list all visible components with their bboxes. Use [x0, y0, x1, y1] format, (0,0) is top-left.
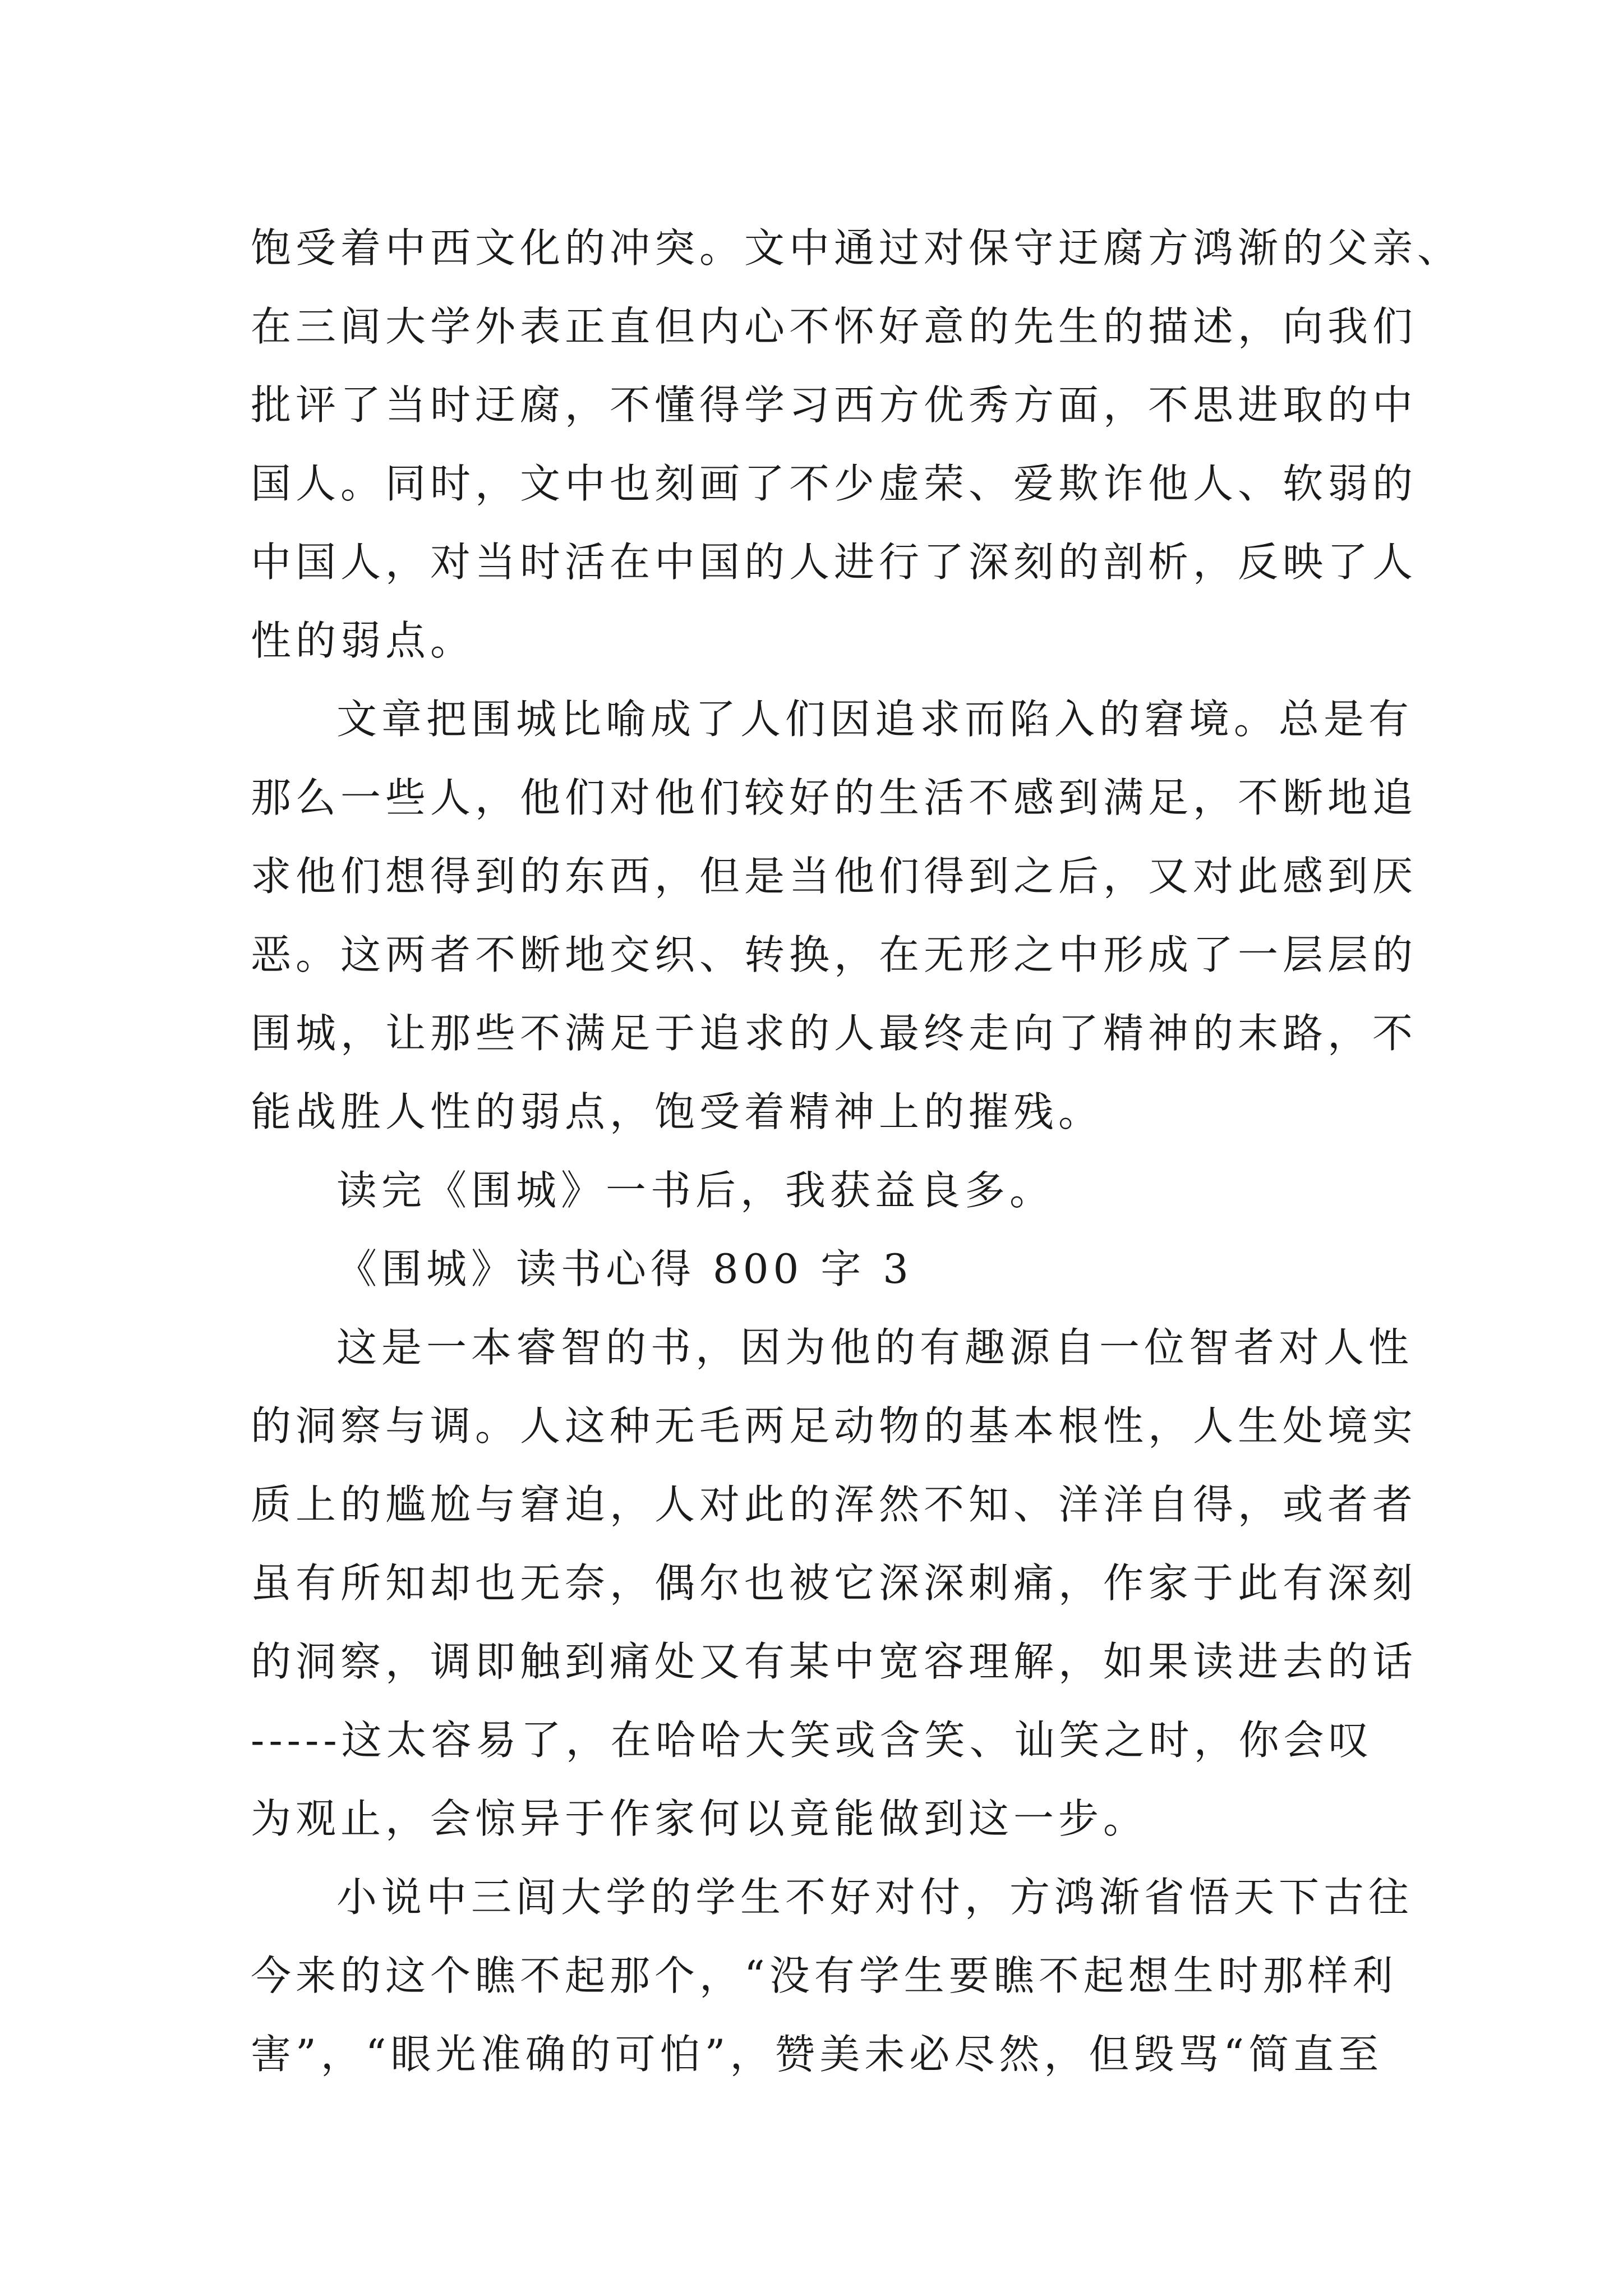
text-line: 为观止，会惊异于作家何以竟能做到这一步。 [251, 1795, 1149, 1842]
text-line: 求他们想得到的东西，但是当他们得到之后，又对此感到厌 [251, 853, 1418, 900]
text-line: 中国人，对当时活在中国的人进行了深刻的剖析，反映了人 [251, 539, 1418, 586]
text-line: 批评了当时迂腐，不懂得学习西方优秀方面，不思进取的中 [251, 381, 1418, 429]
text-line: 今来的这个瞧不起那个，“没有学生要瞧不起想生时那样利 [251, 1952, 1398, 1999]
text-line: 的洞察，调即触到痛处又有某中宽容理解，如果读进去的话 [251, 1638, 1418, 1685]
text-line: 虽有所知却也无奈，偶尔也被它深深刺痛，作家于此有深刻 [251, 1559, 1418, 1607]
text-line: -----这太容易了，在哈哈大笑或含笑、讪笑之时，你会叹 [251, 1717, 1373, 1764]
text-line: 那么一些人，他们对他们较好的生活不感到满足，不断地追 [251, 774, 1418, 821]
section-heading: 《围城》读书心得 800 字 3 [336, 1245, 913, 1292]
text-line: 性的弱点。 [251, 617, 476, 664]
text-line: 害”，“眼光准确的可怕”，赞美未必尽然，但毁骂“简直至 [251, 2031, 1384, 2078]
paragraph-first-line: 这是一本睿智的书，因为他的有趣源自一位智者对人性 [336, 1324, 1414, 1371]
paragraph-first-line: 文章把围城比喻成了人们因追求而陷入的窘境。总是有 [336, 696, 1414, 743]
text-line: 在三闾大学外表正直但内心不怀好意的先生的描述，向我们 [251, 303, 1418, 350]
text-line: 围城，让那些不满足于追求的人最终走向了精神的末路，不 [251, 1010, 1418, 1057]
paragraph-first-line: 读完《围城》一书后，我获益良多。 [336, 1167, 1055, 1214]
text-line: 的洞察与调。人这种无毛两足动物的基本根性，人生处境实 [251, 1402, 1418, 1450]
text-line: 国人。同时，文中也刻画了不少虚荣、爱欺诈他人、软弱的 [251, 460, 1418, 507]
text-line: 饱受着中西文化的冲突。文中通过对保守迂腐方鸿渐的父亲、 [251, 224, 1463, 272]
paragraph-first-line: 小说中三闾大学的学生不好对付，方鸿渐省悟天下古往 [336, 1874, 1414, 1921]
text-line: 能战胜人性的弱点，饱受着精神上的摧残。 [251, 1088, 1104, 1135]
text-line: 质上的尴尬与窘迫，人对此的浑然不知、洋洋自得，或者者 [251, 1481, 1418, 1528]
text-line: 恶。这两者不断地交织、转换，在无形之中形成了一层层的 [251, 931, 1418, 978]
